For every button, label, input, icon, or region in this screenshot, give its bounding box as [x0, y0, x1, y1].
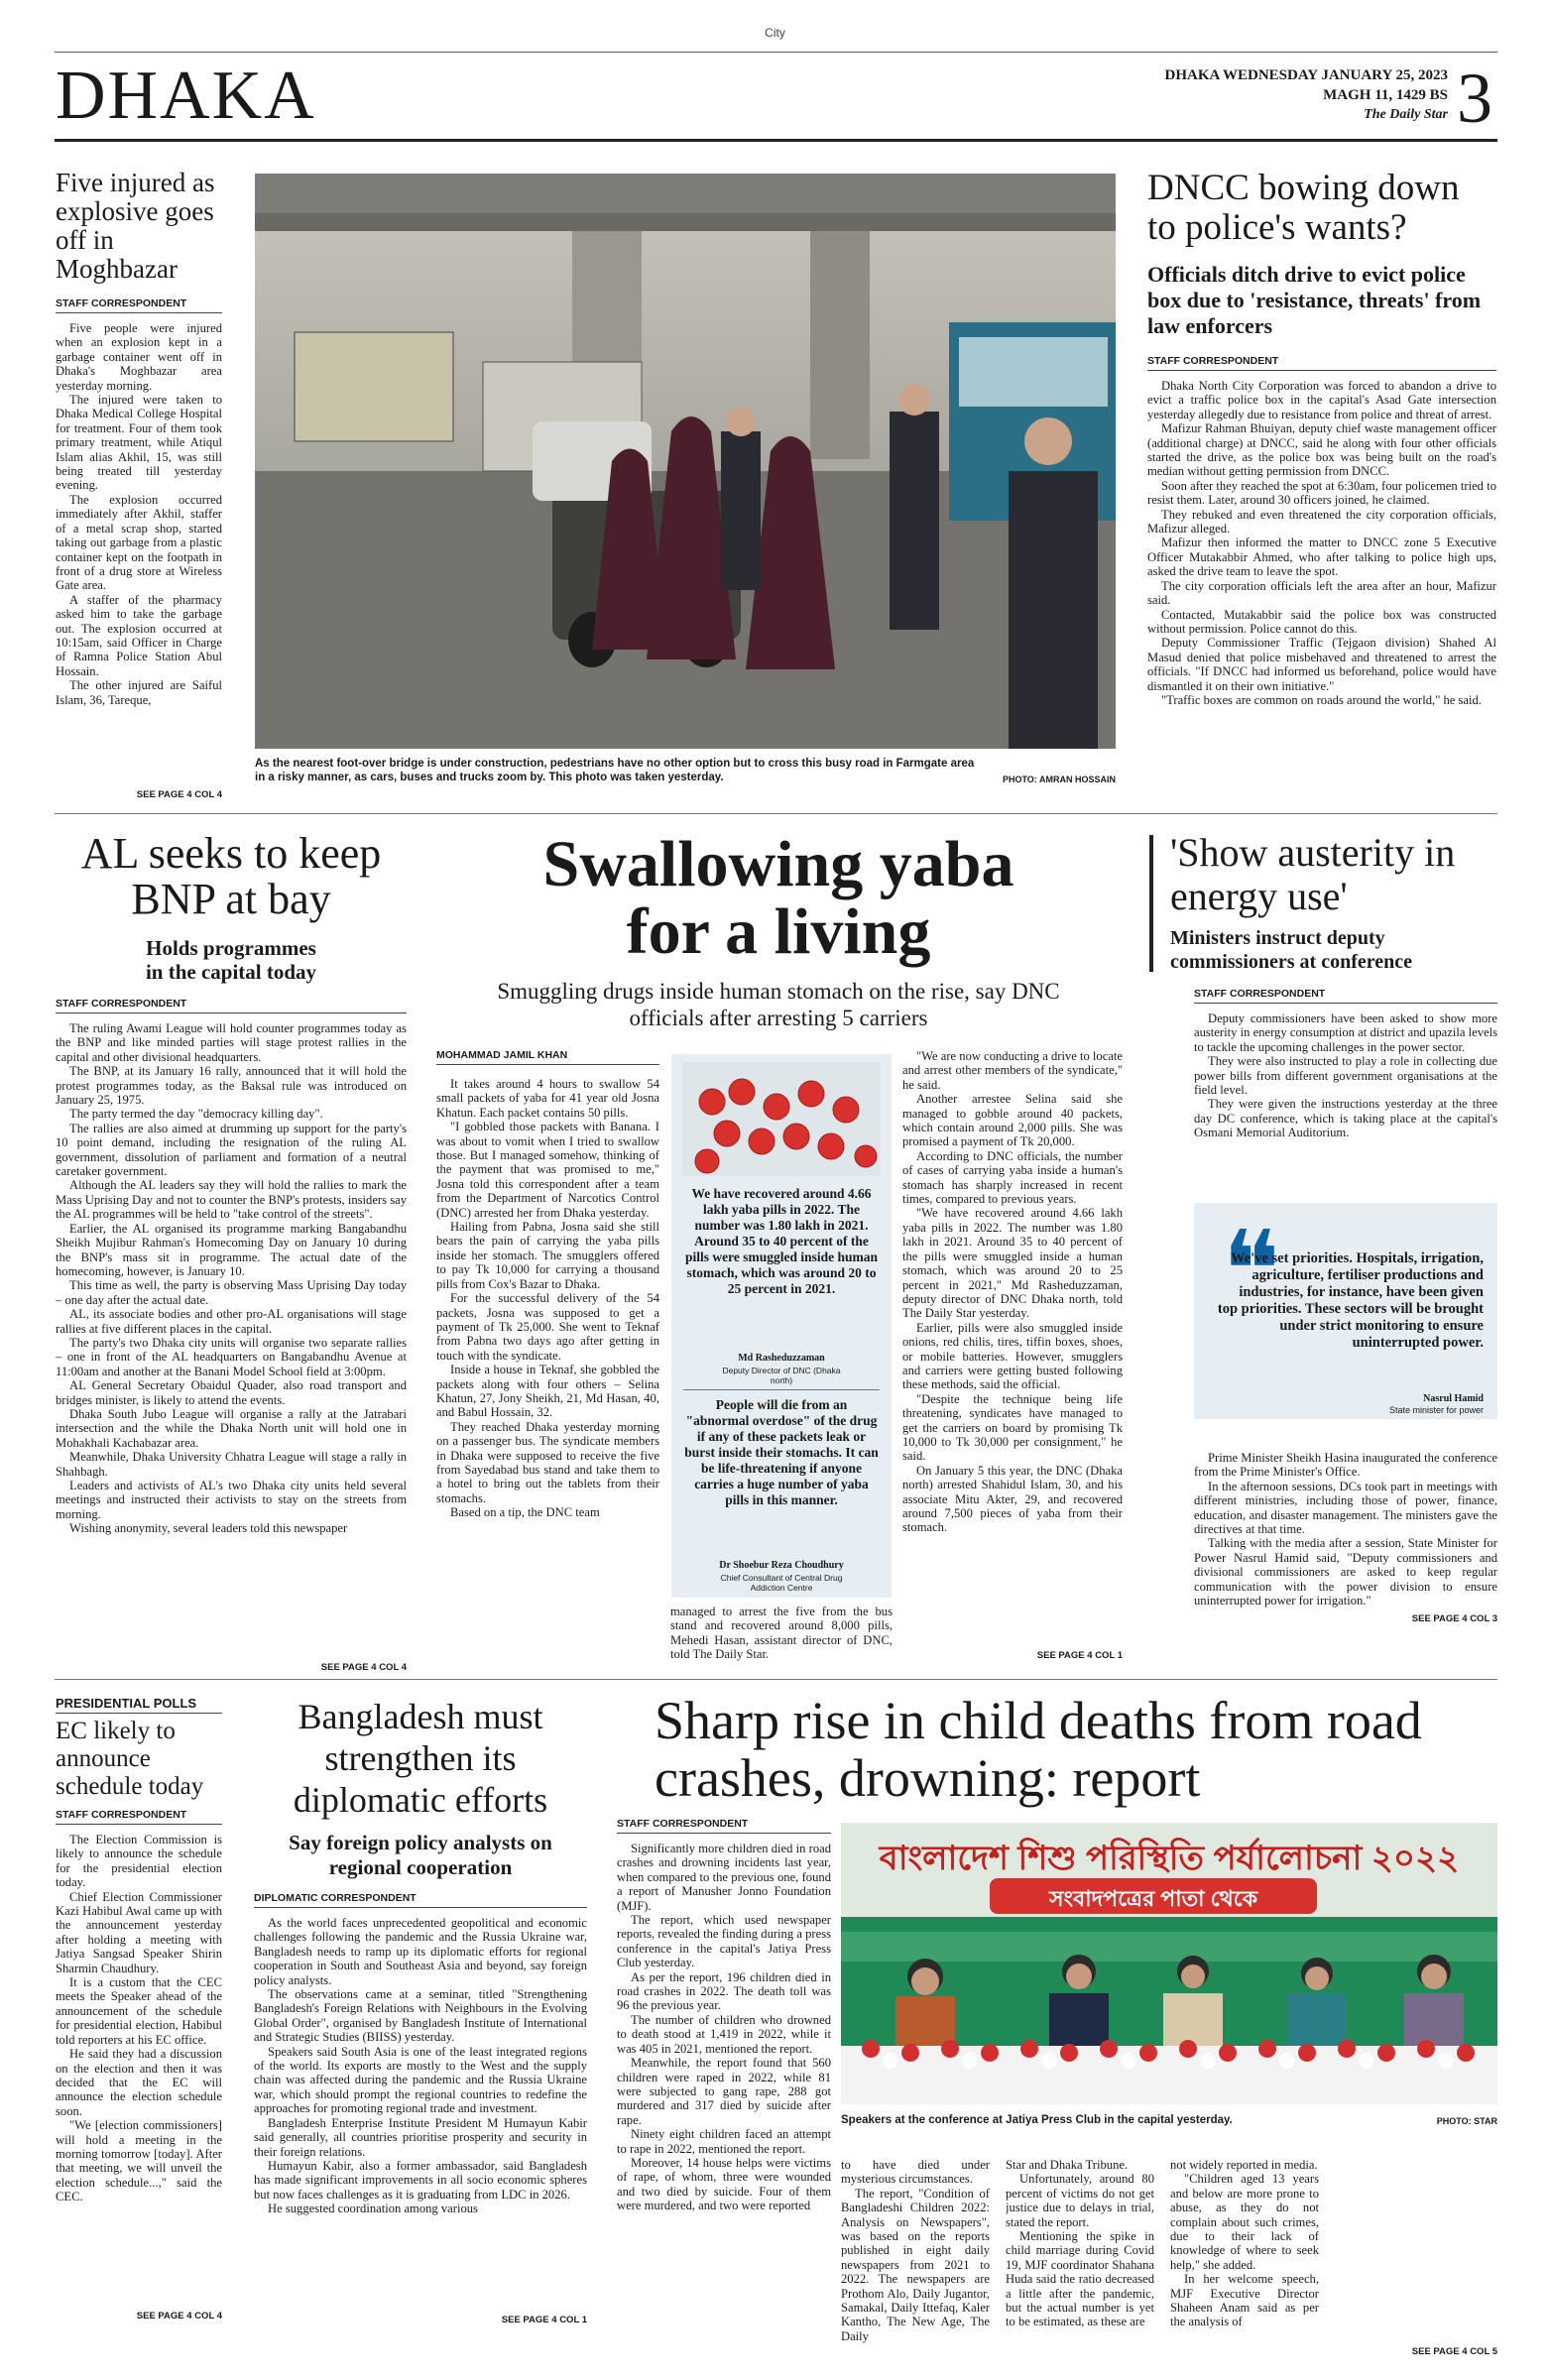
- byline: DIPLOMATIC CORRESPONDENT: [254, 1892, 587, 1908]
- kicker: PRESIDENTIAL POLLS: [56, 1696, 222, 1714]
- story-body-col1: [436, 1077, 659, 1648]
- paragraph: The ruling Awami League will hold counter programmes today as the BNP and like minded parties will stage protest rallies in the capital and other divisional headquarters.: [56, 1021, 407, 1064]
- page-number: 3: [1457, 59, 1492, 138]
- story-yaba: [432, 828, 1125, 1031]
- paragraph: Wishing anonymity, several leaders told this newspaper: [69, 1521, 348, 1536]
- paragraph: For the successful delivery of the 54 packets, Josna was supposed to get a payment of Tk 25,000. She went to Teknaf from Pabna two days ago after getting in touch with the syndicate.: [436, 1291, 659, 1363]
- headline-line-2: for a living: [626, 895, 931, 968]
- paragraph: In the afternoon sessions, DCs took part in meetings with different ministries, including those of power, finance, education, and disaster management. The ministers gave the directives at that time.: [1194, 1479, 1497, 1537]
- austerity-quote-box: [1194, 1203, 1497, 1419]
- paragraph: According to DNC officials, the number of cases of carrying yaba inside a human's stomach has sharply increased in recent times, compared to previous years.: [902, 1148, 1123, 1207]
- byline: STAFF CORRESPONDENT: [56, 1809, 222, 1825]
- paragraph: Mafizur then informed the matter to DNCC zone 5 Executive Officer Mutakabbir Ahmed, who after talking to police high ups, asked the drive team to leave the spot.: [1147, 536, 1496, 579]
- paragraph: Deputy commissioners have been asked to show more austerity in energy consumption at district and upazila levels to tackle the upcoming challenges in the power sector.: [1194, 1012, 1497, 1054]
- paragraph: They reached Dhaka yesterday morning on a passenger bus. The syndicate members in Dhaka were supposed to receive the five from Sayedabad bus stand and take them to a hotel to bring out the tablets from their stomachs.: [436, 1419, 659, 1505]
- paragraph: "Despite the technique being life threatening, syndicates have managed to get the carriers on board by promising Tk 10,000 to Tk 30,000 per consignment," he said.: [902, 1391, 1123, 1464]
- paragraph: Significantly more children died in road crashes and drowning incidents last year, when compared to the previous one, found a report of Manusher Jonno Foundation (MJF).: [617, 1842, 831, 1913]
- paragraph: He said they had a discussion on the election and then it was decided that the EC will announce the election schedule soon.: [56, 2047, 222, 2118]
- paragraph: They were given the instructions yesterday at the three day DC conference, which is taking place at the capital's Osmani Memorial Auditorium.: [1194, 1097, 1497, 1140]
- paragraph: Mentioning the spike in child marriage during Covid 19, MJF coordinator Shahana Huda said the ratio decreased a little after the pandemic, but the actual number is yet to be estimated, as these are: [1006, 2229, 1154, 2329]
- child-headline: Sharp rise in child deaths from road crashes, drowning: report: [655, 1691, 1422, 1808]
- headline: EC likely to announce schedule today: [56, 1718, 204, 1800]
- paragraph: Humayun Kabir, also a former ambassador, said Bangladesh has made significant improvements in all socio economic spheres but now faces challenges as it is graduating from LDC in 2026.: [254, 2158, 587, 2202]
- paragraph: Moreover, 14 house helps were victims of rape, of whom, three were wounded and two died by suicide. Four of them were murdered, and two were reported: [617, 2155, 831, 2213]
- story-dncc: [1147, 169, 1496, 815]
- see-page-link[interactable]: SEE PAGE 4 COL 4: [136, 2311, 222, 2321]
- quote-title: State minister for power: [1388, 1405, 1484, 1415]
- paragraph: Earlier, pills were also smuggled inside onions, red chilis, tires, tiffin boxes, shoes, or mobile batteries. However, smugglers and carriers were getting busted following these methods, said the official.: [902, 1320, 1123, 1392]
- headline: Five injured as explosive goes off in Moghbazar: [56, 168, 215, 284]
- paragraph: The explosion occurred immediately after Akhil, staffer of a metal scrap shop, started taking out garbage from a plastic container kept on the footpath in front of a drug store at Wireless Gate area.: [56, 492, 222, 593]
- headline-line-1: Swallowing yaba: [542, 828, 1014, 900]
- paragraph: He suggested coordination among various: [268, 2202, 478, 2216]
- paragraph: The injured were taken to Dhaka Medical College Hospital for treatment. Four of them took primary treatment, while Atiqul Islam alias Akhil, 15, was still being treated till yesterday evening.: [56, 393, 222, 493]
- austerity-vertical-rule: [1149, 835, 1153, 972]
- paper-name: The Daily Star: [1364, 107, 1448, 122]
- subhead: Ministers instruct deputy commissioners at conference: [1170, 927, 1413, 973]
- byline: MOHAMMAD JAMIL KHAN: [436, 1049, 659, 1065]
- byline: STAFF CORRESPONDENT: [56, 298, 222, 313]
- dateline: DHAKA WEDNESDAY JANUARY 25, 2023: [1164, 67, 1448, 83]
- story-diplomatic: [254, 1696, 587, 2325]
- child-col-left: [617, 1818, 831, 2230]
- photo-caption: As the nearest foot-over bridge is under construction, pedestrians have no other option but to cross this busy road in Farmgate area in a risky manner, as cars, buses and trucks zoom by. This photo was taken yesterday.: [255, 758, 975, 783]
- quote-mark-icon: ❝: [1222, 1211, 1281, 1332]
- paragraph: Dhaka South Jubo League will organise a rally at the Jatrabari intersection and the while the Dhaka North unit will hold one in Mohakhali Kachabazar area.: [56, 1406, 407, 1450]
- paragraph: Unfortunately, around 80 percent of victims do not get justice due to delays in trial, stated the report.: [1006, 2172, 1154, 2229]
- paragraph: Earlier, the AL organised its programme marking Bangabandhu Sheikh Mujibur Rahman's Homecoming Day on January 10 during the BNP's mass sit in programme. The actual date of the homecoming, however, is January 10.: [56, 1221, 407, 1278]
- banner-text: বাংলাদেশ শিশু পরিস্থিতি পর্যালোচনা ২০২২: [879, 1840, 1460, 1877]
- main-photo-caption-block: [255, 758, 1116, 784]
- credit-label: PHOTO:: [1436, 2116, 1472, 2126]
- child-col-4: [1170, 2158, 1319, 2342]
- yaba-pills-photo: [682, 1062, 881, 1176]
- subhead: Holds programmes in the capital today: [145, 936, 317, 984]
- paragraph: "We [election commissioners] will hold a meeting in the morning tomorrow [today]. After that meeting, we will unveil the election schedule...," said the CEC.: [56, 2118, 222, 2204]
- masthead-title: DHAKA: [56, 58, 316, 134]
- conference-photo-caption: Speakers at the conference at Jatiya Press Club in the capital yesterday.: [841, 2114, 1233, 2126]
- story-body: [56, 1021, 407, 1660]
- quote-1-name: Md Rasheduzzaman: [738, 1353, 825, 1364]
- paragraph: The city corporation officials left the area after an hour, Mafizur said.: [1147, 578, 1496, 608]
- paragraph: not widely reported in media.: [1170, 2158, 1318, 2172]
- yaba-col3: [902, 1049, 1123, 1661]
- story-body: [1147, 379, 1496, 815]
- paragraph: "We have recovered around 4.66 lakh yaba pills in 2022. The number was 1.80 lakh in 2021. Around 35 to 40 percent of the pills were smuggled inside a human stomach, which was around 20 to 25 percent in 2021," Md Rasheduzzaman, deputy director of DNC Dhaka north, told The Daily Star yesterday.: [902, 1206, 1123, 1321]
- subhead: Smuggling drugs inside human stomach on the rise, say DNC officials after arresting 5 carriers: [497, 979, 1060, 1030]
- story-body: [617, 1842, 831, 2230]
- paragraph: A staffer of the pharmacy asked him to take the garbage out. The explosion occurred at 10:15am, said Officer in Charge of Ramna Police Station Abul Hossain.: [56, 592, 222, 678]
- paragraph: to have died under mysterious circumstances.: [841, 2158, 990, 2187]
- child-col-2: [841, 2158, 990, 2357]
- photo-credit: [917, 774, 1116, 784]
- bangla-date: MAGH 11, 1429 BS: [1323, 87, 1448, 103]
- paragraph: They rebuked and even threatened the city corporation officials, Mafizur alleged.: [1147, 507, 1496, 536]
- subhead: Say foreign policy analysts on regional cooperation: [289, 1831, 552, 1879]
- paragraph: The number of children who drowned to death stood at 1,419 in 2022, while it was 405 in 2021, mentioned the report.: [617, 2012, 831, 2056]
- quote-2-title: Chief Consultant of Central Drug Addiction Centre: [720, 1573, 843, 1593]
- mid-divider: [55, 813, 1497, 814]
- paragraph: As per the report, 196 children died in road crashes in 2022. The death toll was 96 the previous year.: [617, 1969, 831, 2013]
- quote-2-text: People will die from an "abnormal overdose" of the drug if any of these packets leak or burst inside their stomachs. It can be life-threatening if anyone carries a huge number of yaba pills in this manner.: [684, 1397, 879, 1507]
- see-page-link[interactable]: SEE PAGE 4 COL 5: [1411, 2346, 1497, 2357]
- credit-label: PHOTO:: [1002, 774, 1037, 784]
- paragraph: The other injured are Saiful Islam, 36, Tareque,: [56, 678, 222, 707]
- story-body: [56, 321, 222, 787]
- paragraph: It takes around 4 hours to swallow 54 small packets of yaba for 41 year old Josna Khatun. Each packet contains 50 pills.: [436, 1077, 659, 1120]
- story-moghbazar: [56, 169, 222, 800]
- see-page-link[interactable]: SEE PAGE 4 COL 1: [1036, 1650, 1123, 1661]
- paragraph: Although the AL leaders say they will hold the rallies to mark the Mass Uprising Day and not to counter the BNP's protests, insiders say the AL programmes will be held to "take control of the streets".: [56, 1178, 407, 1222]
- story-body: [56, 1833, 222, 2305]
- paragraph: "Traffic boxes are common on roads around the world," he said.: [1161, 692, 1482, 707]
- paragraph: The party's two Dhaka city units will organise two separate rallies – one in front of the AL headquarters on Bangabandhu Avenue at 11:00am and another at the Banani Model School field at 3:00pm.: [56, 1335, 407, 1378]
- story-body-col3: [902, 1049, 1123, 1646]
- header-bottom-rule: [55, 139, 1497, 142]
- headline: 'Show austerity in energy use': [1170, 830, 1456, 918]
- paragraph: AL, its associate bodies and other pro-AL organisations will stage rallies at five different places in the capital.: [56, 1307, 407, 1336]
- paragraph: Mafizur Rahman Bhuiyan, deputy chief waste management officer (additional charge) at DNCC, said he along with four other officials started the drive, as the police box was being built on the road's median without getting permission from DNCC.: [1147, 421, 1496, 479]
- paragraph: Ninety eight children faced an attempt to rape in 2022, mentioned the report.: [617, 2127, 831, 2156]
- paragraph: The report, which used newspaper reports, revealed the finding during a press conference in the capital's Jatiya Press Club yesterday.: [617, 1913, 831, 1970]
- paragraph: Contacted, Mutakabbir said the police box was constructed without permission. Police cannot do this.: [1147, 607, 1496, 636]
- story-al: [56, 831, 407, 1673]
- paragraph: Chief Election Commissioner Kazi Habibul Awal came up with the announcement yesterday after holding a meeting with Jatiya Sangsad Speaker Shirin Sharmin Chaudhury.: [56, 1889, 222, 1975]
- paragraph: The rallies are also aimed at drumming up support for the party's 10 point demand, including the resignation of the ruling AL government, dissolution of parliament and formation of a neutral caretaker government.: [56, 1121, 407, 1179]
- paragraph: "We are now conducting a drive to locate and arrest other members of the syndicate," he said.: [902, 1049, 1123, 1092]
- quote-text: We've set priorities. Hospitals, irrigation, agriculture, fertiliser productions and industries, for instance, have been given top priorities. These sectors will be brought under strict monitoring to ensure uninterrupted power.: [1217, 1250, 1484, 1351]
- story-ec: [56, 1696, 222, 2321]
- quote-name: Nasrul Hamid: [1423, 1393, 1484, 1404]
- story-body-col2-tail: managed to arrest the five from the bus stand and recovered around 8,000 pills, Mehedi Hasan, assistant director of DNC, told The Daily Star.: [670, 1605, 893, 1662]
- paragraph: The report, "Condition of Bangladeshi Children 2022: Analysis on Newspapers", was based on the reports published in eight daily newspapers from 2021 to 2022. The newspapers are Prothom Alo, Daily Jugantor, Samakal, Daily Ittefaq, Kaler Kantho, The New Age, The Daily: [841, 2186, 990, 2343]
- paragraph: AL General Secretary Obaidul Quader, also road transport and bridges minister, is likely to attend the events.: [56, 1378, 407, 1407]
- story-body: [254, 1916, 587, 2311]
- byline: STAFF CORRESPONDENT: [1147, 355, 1496, 371]
- paragraph: Another arrestee Selina said she managed to gobble around 40 packets, which contain around 2,000 pills. She was promised a payment of Tk 20,000.: [902, 1092, 1123, 1149]
- story-body-bottom: [1194, 1451, 1497, 1607]
- paragraph: "I gobbled those packets with Banana. I was about to vomit when I tried to swallow those. But I managed somehow, thinking of the payment that was promised to me," Josna told this correspondent after a team from the Department of Narcotics Control (DNC) arrested her from Dhaka yesterday.: [436, 1120, 659, 1220]
- quote-1-text: We have recovered around 4.66 lakh yaba pills in 2022. The number was 1.80 lakh in 2021. Around 35 to 40 percent of the pills were smuggled inside human stomach, which was around 20 to 25 percent in 2021.: [684, 1186, 879, 1296]
- paragraph: Dhaka North City Corporation was forced to abandon a drive to evict a traffic police box in the capital's Asad Gate intersection yesterday allegedly due to resistance from police and threat of arrest.: [1147, 379, 1496, 421]
- quote-1-title: Deputy Director of DNC (Dhaka north): [722, 1366, 841, 1385]
- quote-box-divider: [683, 1389, 880, 1390]
- headline: DNCC bowing down to police's wants?: [1147, 168, 1460, 248]
- paragraph: Leaders and activists of AL's two Dhaka city units held several meetings and instructed their activists to stay on the streets from morning.: [56, 1479, 407, 1521]
- paragraph: Deputy Commissioner Traffic (Tejgaon division) Shahed Al Masud denied that police misbehaved and threatened to arrest the officials. "If DNCC had informed us beforehand, police would have dismantled it on their own initiative.": [1147, 636, 1496, 693]
- paragraph: Talking with the media after a session, State Minister for Power Nasrul Hamid said, "Deputy commissioners and divisional commissioners are asked to keep regular communication with the power division to ensure uninterrupted power for irrigation.": [1194, 1536, 1497, 1608]
- conference-photo-credit: [1349, 2116, 1497, 2126]
- paragraph: Inside a house in Teknaf, she gobbled the packets along with four others – Selina Khatun, 27, Jony Sheikh, 21, Md Hasan, 40, and Babul Hossain, 32.: [436, 1363, 659, 1420]
- paragraph: This time as well, the party is observing Mass Uprising Day today – one day after the actual date.: [56, 1278, 407, 1307]
- story-body-top: [1194, 1012, 1497, 1140]
- headline: Bangladesh must strengthen its diplomatic efforts: [293, 1697, 548, 1820]
- yaba-quote-box: [671, 1054, 892, 1598]
- byline: STAFF CORRESPONDENT: [56, 998, 407, 1013]
- headline: AL seeks to keep BNP at bay: [80, 829, 382, 923]
- see-page-link[interactable]: SEE PAGE 4 COL 4: [136, 789, 222, 800]
- credit-name: AMRAN HOSSAIN: [1038, 774, 1116, 784]
- subhead: Officials ditch drive to evict police box due to 'resistance, threats' from law enforcers: [1147, 262, 1482, 338]
- paragraph: Speakers said South Asia is one of the least integrated regions of the world. Its exports are mostly to the West and the supply chain was affected during the pandemic and the Russia Ukraine war, which should prompt the regional countries to redefine the approaches for promoting regional trade and investment.: [254, 2044, 587, 2116]
- paragraph: Meanwhile, the report found that 560 children were raped in 2022, while 81 were subjected to gang rape, 288 got murdered and 317 died by suicide after rape.: [617, 2056, 831, 2127]
- story-body: [1170, 2158, 1319, 2342]
- quote-2-name: Dr Shoebur Reza Choudhury: [719, 1560, 844, 1571]
- conference-photo: [841, 1823, 1497, 2104]
- paragraph: Based on a tip, the DNC team: [450, 1505, 600, 1520]
- paragraph: Soon after they reached the spot at 6:30am, four policemen tried to resist them. Later, around 30 officers joined, he claimed.: [1147, 478, 1496, 508]
- child-col-3: [1006, 2158, 1154, 2357]
- austerity-body: [1194, 988, 1497, 1140]
- byline: STAFF CORRESPONDENT: [617, 1818, 831, 1834]
- paragraph: "Children aged 13 years and below are more prone to abuse, as they do not complain about such crimes, due to their lack of knowledge of where to seek help," she added.: [1170, 2172, 1319, 2272]
- paragraph: The party termed the day "democracy killing day".: [69, 1107, 323, 1122]
- lower-divider: [55, 1679, 1497, 1680]
- story-austerity: [1170, 831, 1497, 974]
- paragraph: Five people were injured when an explosion kept in a garbage container went off in Dhaka's Moghbazar area yesterday morning.: [56, 321, 222, 393]
- paragraph: As the world faces unprecedented geopolitical and economic challenges following the pandemic and the Russia Ukraine war, Bangladesh needs to ramp up its diplomatic efforts for regional cooperation in South and Southeast Asia and beyond, say foreign policy analysts.: [254, 1916, 587, 1987]
- yaba-byline-col: [436, 1049, 659, 1648]
- paragraph: On January 5 this year, the DNC (Dhaka north) arrested Shahidul Islam, 30, and his associate Mitu Akter, 29, and recovered around 7,500 pieces of yaba from their stomach.: [902, 1463, 1123, 1535]
- header-top-rule: [55, 52, 1497, 53]
- street-scene-illustration: [255, 174, 1116, 749]
- paragraph: The Election Commission is likely to announce the schedule for the presidential election today.: [56, 1833, 222, 1890]
- austerity-body-bottom: [1194, 1451, 1497, 1624]
- paragraph: The observations came at a seminar, titled "Strengthening Bangladesh's Foreign Relations with Neighbours in the Evolving Global Order", organised by Bangladesh Institute of International and Strategic Studies (BIISS) yesterday.: [254, 1987, 587, 2045]
- main-photo: [255, 174, 1116, 749]
- paragraph: They were also instructed to play a role in collecting due power bills from different government organisations at the field level.: [1194, 1054, 1497, 1098]
- paragraph: Star and Dhaka Tribune.: [1006, 2158, 1129, 2172]
- paragraph: Prime Minister Sheikh Hasina inaugurated the conference from the Prime Minister's Office.: [1194, 1451, 1497, 1480]
- paragraph: Bangladesh Enterprise Institute President M Humayun Kabir said generally, all countries prioritise prosperity and security in their foreign relations.: [254, 2115, 587, 2159]
- see-page-link[interactable]: SEE PAGE 4 COL 1: [501, 2315, 587, 2325]
- see-page-link[interactable]: SEE PAGE 4 COL 4: [320, 1662, 407, 1673]
- paragraph: It is a custom that the CEC meets the Speaker ahead of the announcement of the schedule for presidential election, Habibul told reporters at his EC office.: [56, 1975, 222, 2047]
- banner-subtext: সংবাদপত্রের পাতা থেকে: [1048, 1886, 1258, 1911]
- paragraph: The BNP, at its January 16 rally, announced that it will hold the protest programmes today, as the Baksal rule was introduced on January 25, 1975.: [56, 1064, 407, 1108]
- see-page-link[interactable]: SEE PAGE 4 COL 3: [1411, 1613, 1497, 1625]
- credit-name: STAR: [1474, 2116, 1497, 2126]
- paragraph: Hailing from Pabna, Josna said she still bears the pain of carrying the yaba pills inside her stomach. The smugglers offered to pay Tk 10,000 for carrying a thousand pills from Cox's Bazar to Dhaka.: [436, 1220, 659, 1291]
- byline: STAFF CORRESPONDENT: [1194, 988, 1497, 1004]
- paragraph: Meanwhile, Dhaka University Chhatra League will stage a rally in Shahbagh.: [56, 1450, 407, 1479]
- section-label: City: [765, 26, 785, 40]
- paragraph: In her welcome speech, MJF Executive Director Shaheen Anam said as per the analysis of: [1170, 2272, 1319, 2329]
